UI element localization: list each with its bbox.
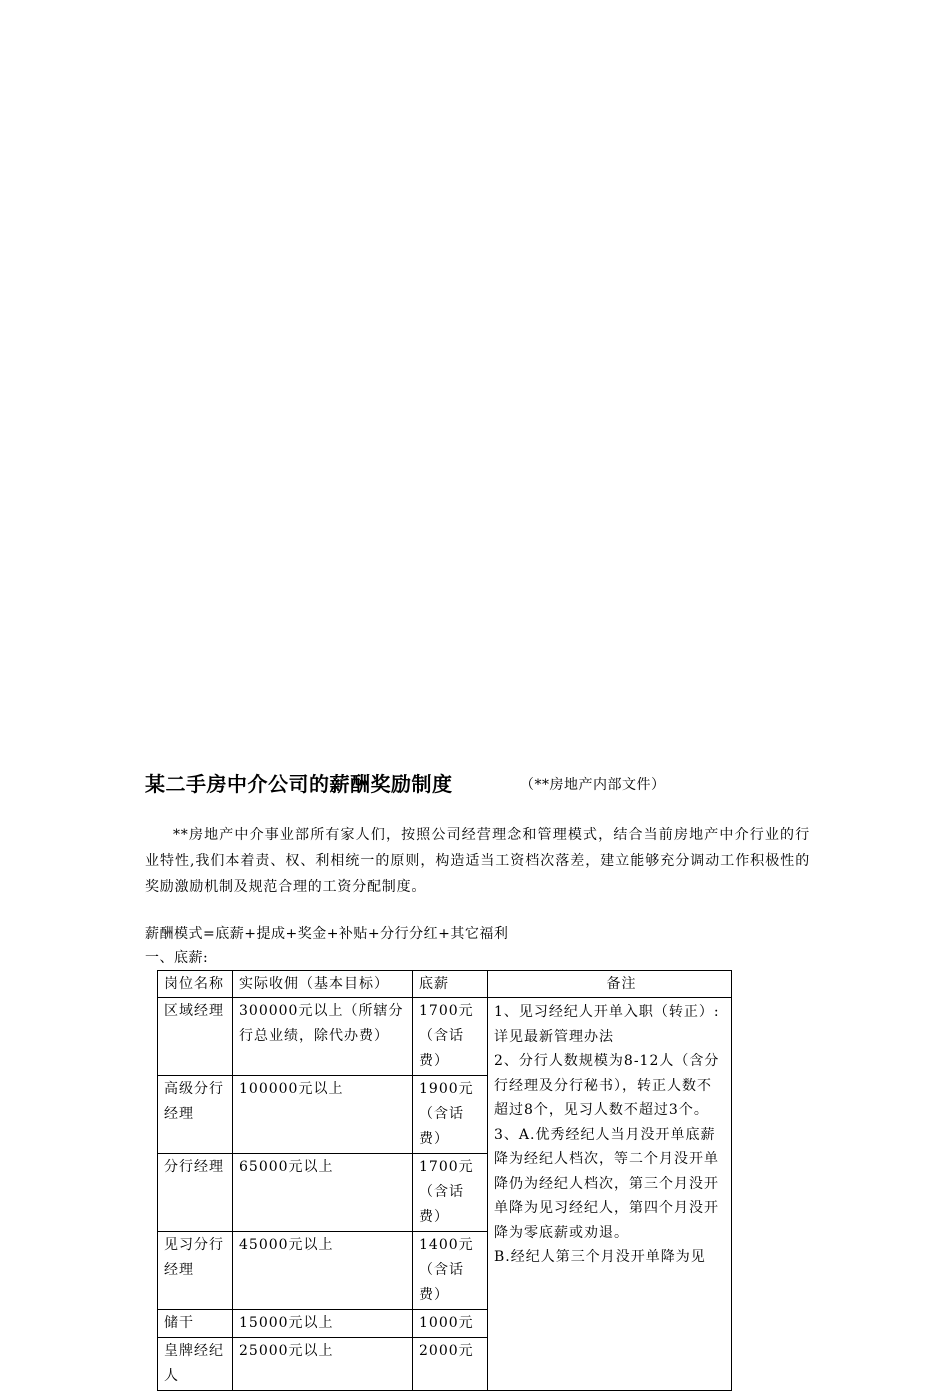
cell-base: 1400元（含话费）	[413, 1232, 488, 1310]
cell-target: 300000元以上（所辖分行总业绩，除代办费）	[233, 998, 413, 1076]
note-line: 1、见习经纪人开单入职（转正）:详见最新管理办法	[494, 1004, 720, 1045]
note-line: 3、A.优秀经纪人当月没开单底薪降为经纪人档次，等二个月没开单降仍为经纪人档次，第三个月没开单降为见习经纪人，第四个月没开降为零底薪或劝退。	[494, 1126, 719, 1241]
cell-target: 25000元以上	[233, 1338, 413, 1391]
cell-position: 高级分行经理	[158, 1076, 233, 1154]
cell-position: 见习分行经理	[158, 1232, 233, 1310]
cell-base: 1900元（含话费）	[413, 1076, 488, 1154]
notes-cell	[488, 998, 732, 1391]
document-subtitle: （**房地产内部文件）	[520, 777, 666, 793]
cell-base: 1000元	[413, 1310, 488, 1338]
note-line: B.经纪人第三个月没开单降为见	[494, 1249, 706, 1265]
cell-position: 区域经理	[158, 998, 233, 1076]
section-heading-base-salary: 一、底薪:	[145, 950, 209, 966]
cell-position: 分行经理	[158, 1154, 233, 1232]
salary-formula: 薪酬模式=底薪+提成+奖金+补贴+分行分红+其它福利	[145, 926, 509, 942]
intro-paragraph: **房地产中介事业部所有家人们，按照公司经营理念和管理模式，结合当前房地产中介行业的行业特性,我们本着责、权、利相统一的原则，构造适当工资档次落差，建立能够充分调动工作积极性的奖励激励机制及规范合理的工资分配制度。	[145, 827, 810, 895]
cell-target: 100000元以上	[233, 1076, 413, 1154]
cell-base: 2000元	[413, 1338, 488, 1391]
note-line: 2、分行人数规模为8-12人（含分行经理及分行秘书），转正人数不超过8个，见习人数不超过3个。	[494, 1053, 720, 1118]
cell-base: 1700元（含话费）	[413, 998, 488, 1076]
cell-target: 65000元以上	[233, 1154, 413, 1232]
table-row	[158, 998, 732, 1076]
document-title: 某二手房中介公司的薪酬奖励制度	[145, 772, 453, 796]
header-position: 岗位名称	[158, 971, 233, 998]
cell-target: 15000元以上	[233, 1310, 413, 1338]
header-notes: 备注	[488, 971, 732, 998]
header-target: 实际收佣（基本目标）	[233, 971, 413, 998]
header-base: 底薪	[413, 971, 488, 998]
cell-target: 45000元以上	[233, 1232, 413, 1310]
cell-position: 皇牌经纪人	[158, 1338, 233, 1391]
table-header-row	[158, 971, 732, 998]
cell-position: 储干	[158, 1310, 233, 1338]
cell-base: 1700元（含话费）	[413, 1154, 488, 1232]
base-salary-table	[157, 970, 732, 1391]
